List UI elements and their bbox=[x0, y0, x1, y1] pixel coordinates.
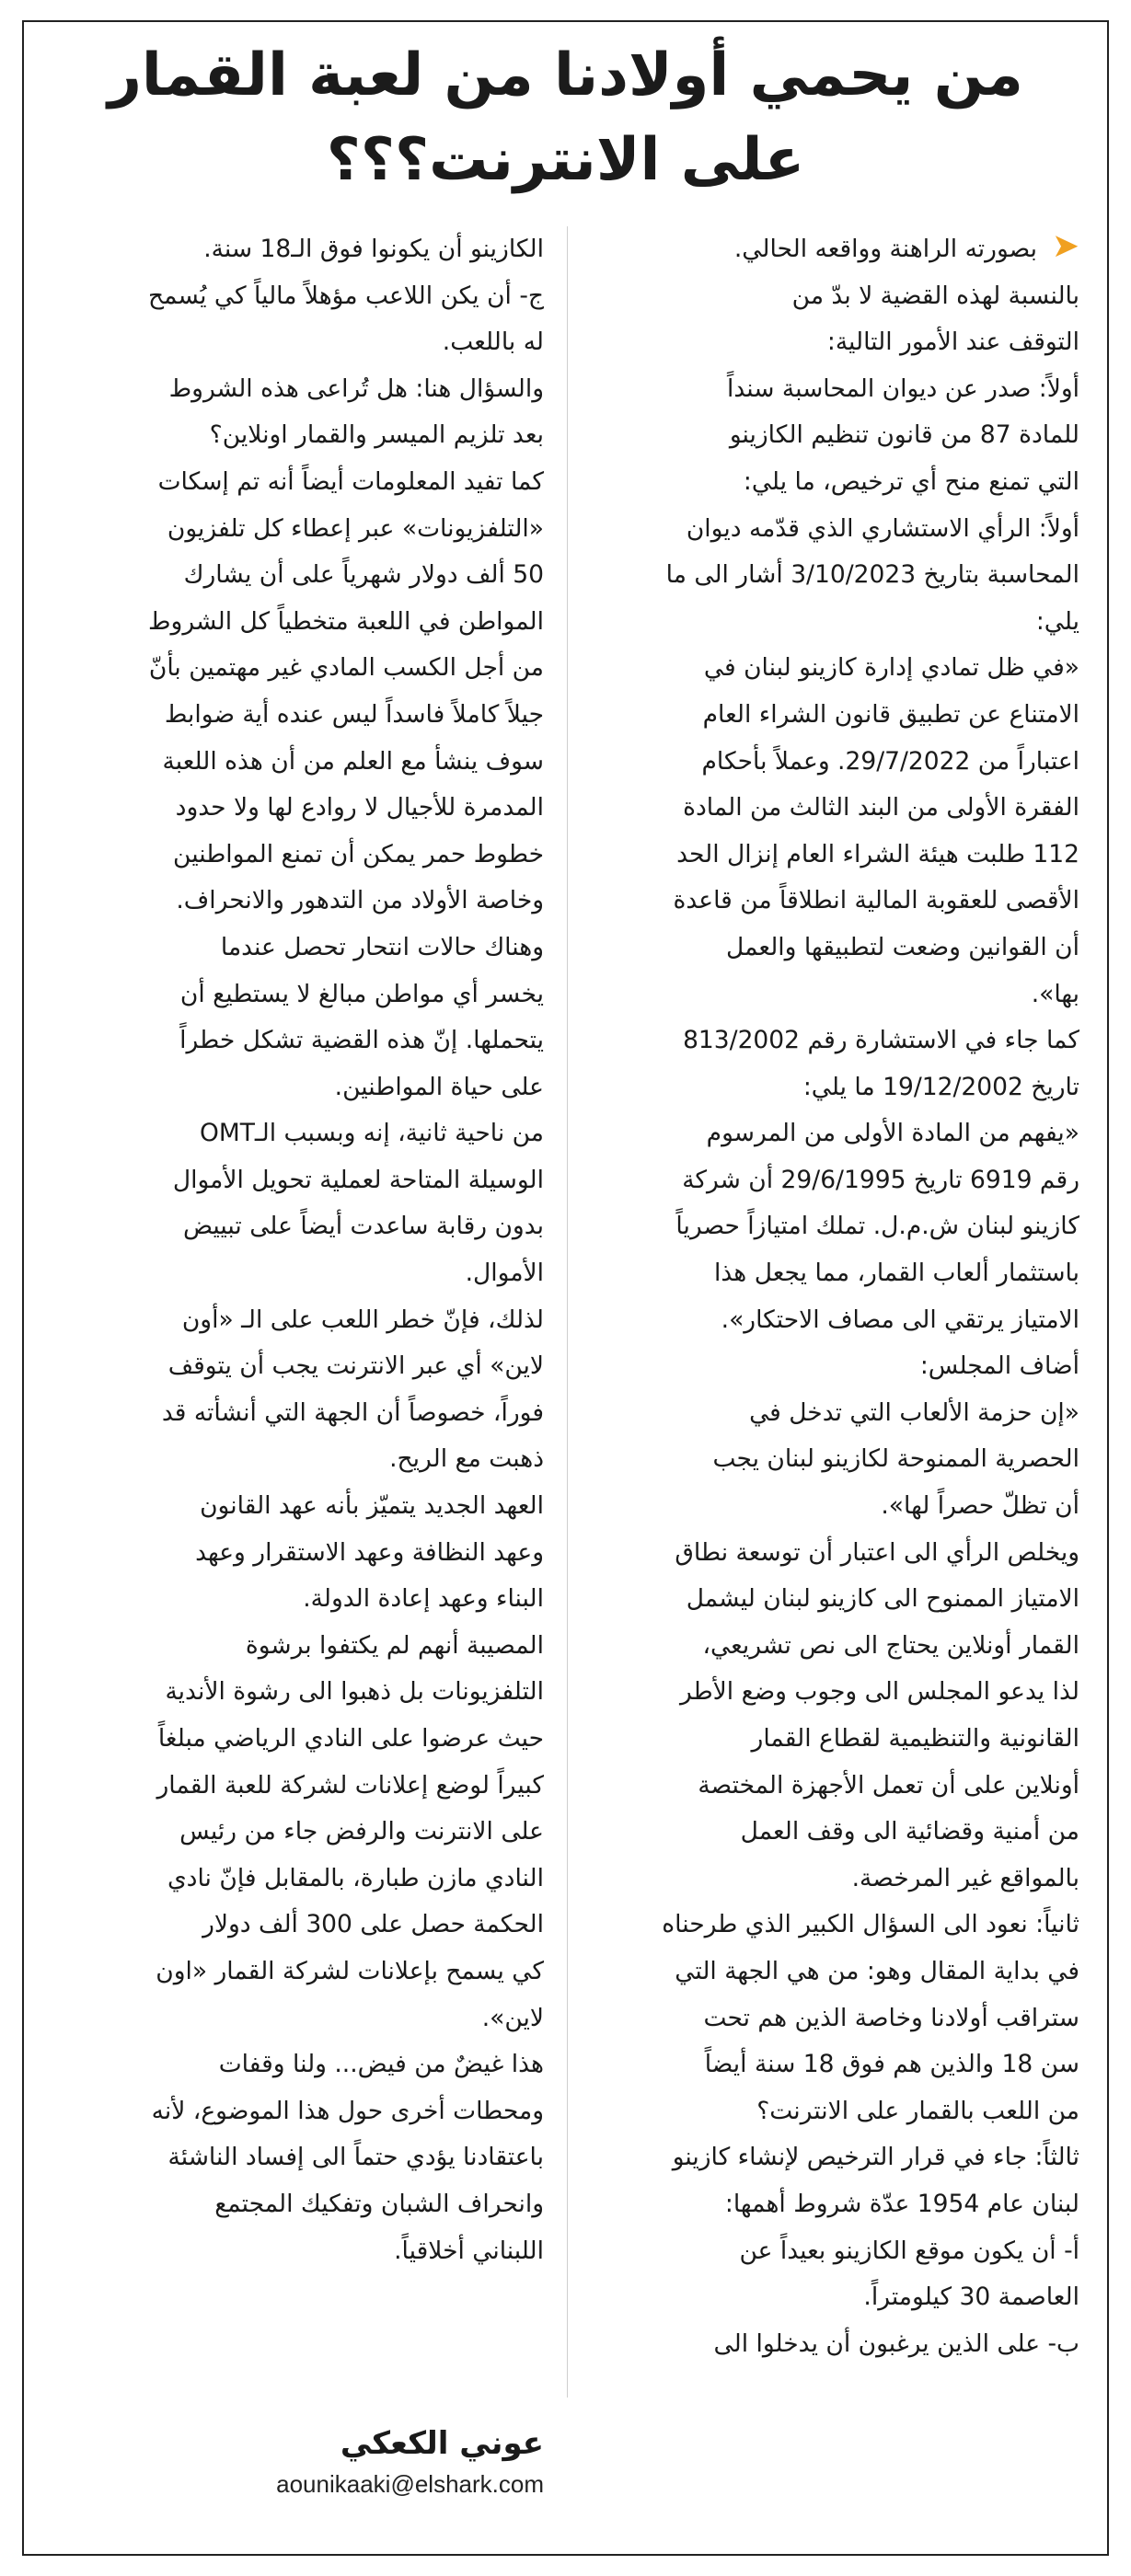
article-text-line: لذا يدعو المجلس الى وجوب وضع الأطر bbox=[679, 1677, 1079, 1707]
article-text-line: كازينو لبنان ش.م.ل. تملك امتيازاً حصرياً bbox=[675, 1212, 1079, 1241]
article-text-line: الامتناع عن تطبيق قانون الشراء العام bbox=[702, 699, 1079, 729]
article-text-line: يخسر أي مواطن مبالغ لا يستطيع أن bbox=[179, 979, 544, 1008]
article-text-line: من اللعب بالقمار على الانترنت؟ bbox=[756, 2096, 1079, 2125]
article-text-line: المصيبة أنهم لم يكتفوا برشوة bbox=[245, 1630, 544, 1660]
article-text-line: فوراً، خصوصاً أن الجهة التي أنشأته قد bbox=[161, 1397, 544, 1427]
article-text-line: «في ظل تمادي إدارة كازينو لبنان في bbox=[703, 653, 1079, 683]
article-text-line: يلي: bbox=[1035, 606, 1079, 636]
article-text-line: التلفزيونات بل ذهبوا الى رشوة الأندية bbox=[165, 1677, 544, 1707]
article-text-line: رقم 6919 تاريخ 29/6/1995 أن شركة bbox=[682, 1165, 1079, 1194]
article-text-line: الحكمة حصل على 300 ألف دولار bbox=[202, 1910, 544, 1939]
article-text-line: لاين» أي عبر الانترنت يجب أن يتوقف bbox=[167, 1351, 544, 1381]
article-text-line: في بداية المقال وهو: من هي الجهة التي bbox=[675, 1956, 1079, 1985]
article-text-line: جيلاً كاملاً فاسداً ليس عنده أية ضوابط bbox=[164, 699, 544, 729]
article-text-line: بدون رقابة ساعدت أيضاً على تبييض bbox=[182, 1212, 544, 1241]
article-text-line: القانونية والتنظيمية لقطاع القمار bbox=[751, 1724, 1079, 1753]
article-text-line: للمادة 87 من قانون تنظيم الكازينو bbox=[729, 420, 1079, 450]
article-text-line: سوف ينشأ مع العلم من أن هذه اللعبة bbox=[162, 746, 544, 776]
article-text-line: القمار أونلاين يحتاج الى نص تشريعي، bbox=[702, 1630, 1079, 1660]
article-text-line: الامتياز يرتقي الى مصاف الاحتكار». bbox=[721, 1305, 1079, 1334]
headline-line-2: على الانترنت؟؟؟ bbox=[326, 126, 805, 194]
article-text-line: له باللعب. bbox=[442, 328, 544, 357]
article-text-line: 112 طلبت هيئة الشراء العام إنزال الحد bbox=[676, 839, 1079, 868]
article-text-line: باستثمار ألعاب القمار، مما يجعل هذا bbox=[714, 1259, 1079, 1288]
article-text-line: من ناحية ثانية، إنه وبسبب الـOMT bbox=[199, 1119, 544, 1148]
article-text-line: المحاسبة بتاريخ 3/10/2023 أشار الى ما bbox=[665, 560, 1079, 590]
article-text-line: أونلاين على أن تعمل الأجهزة المختصة bbox=[698, 1770, 1079, 1800]
article-text-line: الوسيلة المتاحة لعملية تحويل الأموال bbox=[172, 1165, 544, 1194]
article-text-line: الأقصى للعقوبة المالية انطلاقاً من قاعدة bbox=[673, 886, 1079, 915]
article-text-line: «إن حزمة الألعاب التي تدخل في bbox=[749, 1397, 1079, 1427]
article-text-line: ستراقب أولادنا وخاصة الذين هم تحت bbox=[703, 2003, 1079, 2032]
article-text-line: الحصرية الممنوحة لكازينو لبنان يجب bbox=[712, 1444, 1079, 1474]
article-text-line: المواطن في اللعبة متخطياً كل الشروط bbox=[148, 606, 544, 636]
article-column-right bbox=[592, 226, 1079, 2367]
article-text-line: من أمنية وقضائية الى وقف العمل bbox=[740, 1817, 1079, 1846]
article-text-line: سن 18 والذين هم فوق 18 سنة أيضاً bbox=[704, 2050, 1079, 2079]
article-text-line: من أجل الكسب المادي غير مهتمين بأنّ bbox=[148, 653, 544, 683]
article-text-line: اعتباراً من 29/7/2022. وعملاً بأحكام bbox=[701, 746, 1079, 776]
article-text-line: 50 ألف دولار شهرياً على أن يشارك bbox=[183, 560, 544, 590]
article-text-line: المدمرة للأجيال لا روادع لها ولا حدود bbox=[175, 793, 544, 822]
arrow-right-icon: ➤ bbox=[1051, 227, 1079, 265]
article-text-line: على الانترنت والرفض جاء من رئيس bbox=[179, 1817, 544, 1846]
article-text-line: حيث عرضوا على النادي الرياضي مبلغاً bbox=[157, 1724, 544, 1753]
article-text-line: وعهد النظافة وعهد الاستقرار وعهد bbox=[195, 1537, 544, 1567]
article-text-line: العهد الجديد يتميّز بأنه عهد القانون bbox=[200, 1491, 544, 1521]
article-text-line: أضاف المجلس: bbox=[919, 1351, 1079, 1381]
article-text-line: كبيراً لوضع إعلانات لشركة للعبة القمار bbox=[156, 1770, 544, 1800]
article-text-line: ب- على الذين يرغبون أن يدخلوا الى bbox=[713, 2329, 1079, 2358]
article-text-line: وانحراف الشبان وتفكيك المجتمع bbox=[214, 2189, 544, 2218]
article-text-line: «التلفزيونات» عبر إعطاء كل تلفزيون bbox=[167, 513, 544, 543]
article-text-line: باعتقادنا يؤدي حتماً الى إفساد الناشئة bbox=[167, 2143, 544, 2172]
article-text-line: بالمواقع غير المرخصة. bbox=[851, 1863, 1079, 1892]
article-text-line: والسؤال هنا: هل تُراعى هذه الشروط bbox=[168, 374, 544, 403]
column-divider bbox=[567, 226, 568, 2398]
article-text-line: كما تفيد المعلومات أيضاً أنه تم إسكات bbox=[157, 466, 544, 496]
article-text-line: التوقف عند الأمور التالية: bbox=[826, 328, 1079, 357]
author-name: عوني الكعكي bbox=[340, 2425, 544, 2462]
article-text-line: خطوط حمر يمكن أن تمنع المواطنين bbox=[173, 839, 544, 868]
article-text-line: كما جاء في الاستشارة رقم 813/2002 bbox=[683, 1026, 1079, 1055]
author-email: aounikaaki@elshark.com bbox=[276, 2470, 544, 2498]
article-frame bbox=[22, 20, 1109, 2556]
article-text-line: بها». bbox=[1031, 979, 1079, 1008]
article-text-line: وخاصة الأولاد من التدهور والانحراف. bbox=[176, 886, 544, 915]
article-text-line: الفقرة الأولى من البند الثالث من المادة bbox=[683, 793, 1079, 822]
article-text-line: الكازينو أن يكونوا فوق الـ18 سنة. bbox=[203, 235, 544, 263]
article-text-line: لذلك، فإنّ خطر اللعب على الـ «أون bbox=[181, 1305, 544, 1334]
article-text-line: بالنسبة لهذه القضية لا بدّ من bbox=[791, 281, 1079, 310]
article-text-line: العاصمة 30 كيلومتراً. bbox=[863, 2283, 1079, 2312]
article-text-line: اللبناني أخلاقياً. bbox=[394, 2236, 544, 2265]
article-text-line: أن تظلّ حصراً لها». bbox=[881, 1491, 1079, 1521]
article-text-line: التي تمنع منح أي ترخيص، ما يلي: bbox=[743, 466, 1079, 496]
article-text-line: لاين». bbox=[481, 2003, 544, 2032]
article-text-line: كي يسمح بإعلانات لشركة القمار «اون bbox=[156, 1956, 544, 1985]
article-text-line: أولاً: صدر عن ديوان المحاسبة سنداً bbox=[726, 374, 1079, 403]
article-text-line: وهناك حالات انتحار تحصل عندما bbox=[220, 932, 544, 961]
article-text-line: ثالثاً: جاء في قرار الترخيص لإنشاء كازينو bbox=[672, 2143, 1079, 2172]
article-text-line: على حياة المواطنين. bbox=[334, 1072, 544, 1101]
article-text-line: هذا غيضٌ من فيض... ولنا وقفات bbox=[218, 2050, 544, 2079]
article-headline bbox=[24, 33, 1107, 202]
article-text-line: أولاً: الرأي الاستشاري الذي قدّمه ديوان bbox=[686, 513, 1079, 543]
article-text-line: بعد تلزيم الميسر والقمار اونلاين؟ bbox=[209, 420, 544, 450]
article-column-left bbox=[56, 226, 544, 2274]
article-text-line: لبنان عام 1954 عدّة شروط أهمها: bbox=[724, 2189, 1079, 2218]
article-text-line: البناء وعهد إعادة الدولة. bbox=[303, 1584, 544, 1614]
article-text-line: ومحطات أخرى حول هذا الموضوع، لأنه bbox=[151, 2096, 544, 2125]
article-text-line: الأموال. bbox=[465, 1259, 544, 1288]
article-text-line: «يفهم من المادة الأولى من المرسوم bbox=[706, 1119, 1079, 1148]
article-text-line: ذهبت مع الريح. bbox=[389, 1444, 544, 1474]
article-text-line: ويخلص الرأي الى اعتبار أن توسعة نطاق bbox=[675, 1537, 1079, 1567]
article-text-line: الامتياز الممنوح الى كازينو لبنان ليشمل bbox=[686, 1584, 1079, 1614]
article-text-line: بصورته الراهنة وواقعه الحالي. bbox=[733, 235, 1037, 263]
article-text-line: ج- أن يكن اللاعب مؤهلاً مالياً كي يُسمح bbox=[148, 281, 544, 310]
headline-line-1: من يحمي أولادنا من لعبة القمار bbox=[108, 41, 1023, 109]
article-text-line: ثانياً: نعود الى السؤال الكبير الذي طرحناه bbox=[662, 1910, 1079, 1939]
article-text-line: أ- أن يكون موقع الكازينو بعيداً عن bbox=[739, 2236, 1079, 2265]
byline bbox=[56, 2421, 544, 2502]
article-text-line: تاريخ 19/12/2002 ما يلي: bbox=[802, 1072, 1079, 1101]
article-text-line: أن القوانين وضعت لتطبيقها والعمل bbox=[726, 932, 1079, 961]
article-text-line: النادي مازن طبارة، بالمقابل فإنّ نادي bbox=[167, 1863, 544, 1892]
article-text-line: يتحملها. إنّ هذه القضية تشكل خطراً bbox=[179, 1026, 544, 1055]
